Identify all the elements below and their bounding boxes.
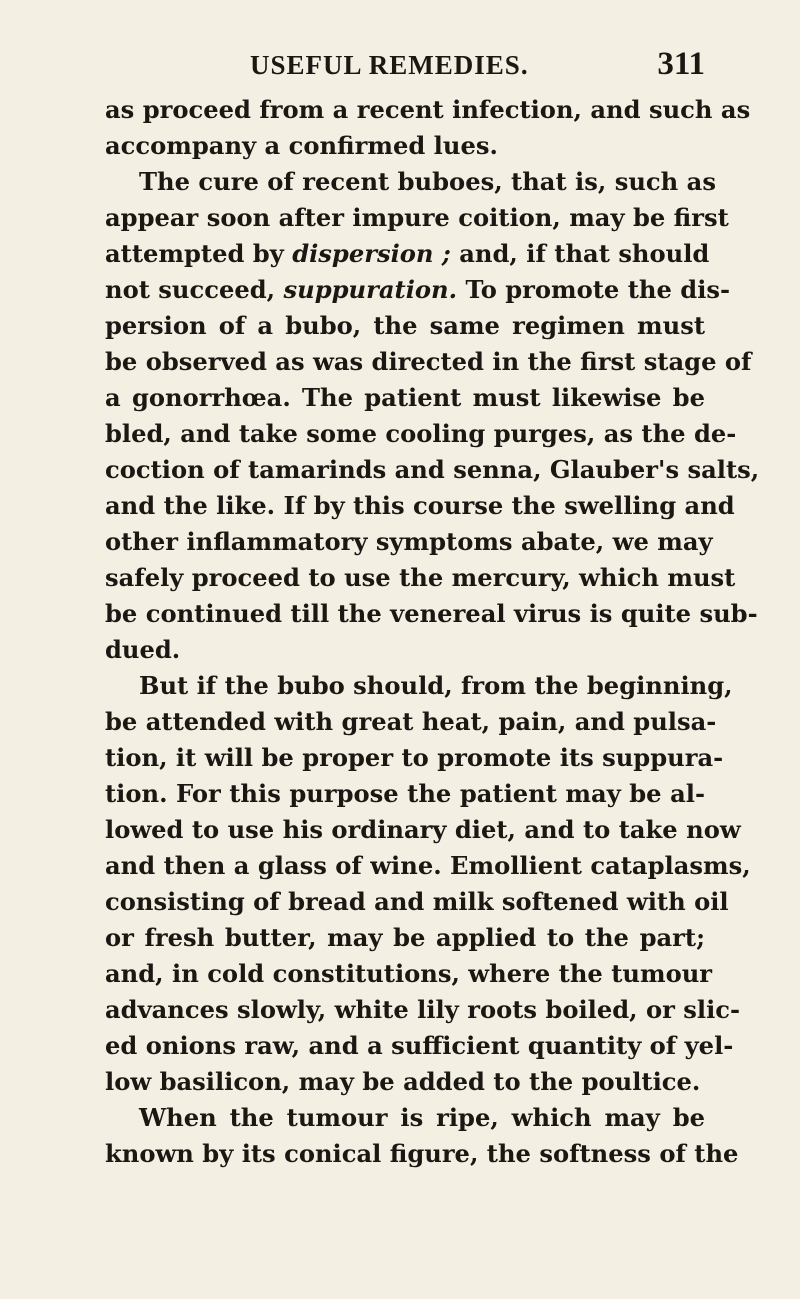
text-line: accompany a confirmed lues. bbox=[105, 131, 498, 160]
text-line: be observed as was directed in the first stage of bbox=[105, 347, 752, 376]
text-segment: attempted by bbox=[105, 239, 293, 268]
text-line: other inflammatory symptoms abate, we may bbox=[105, 527, 713, 556]
running-title: USEFUL REMEDIES. bbox=[250, 50, 529, 80]
page-number: 311 bbox=[657, 46, 705, 82]
text-line bbox=[105, 272, 731, 308]
italic-term: dispersion ; bbox=[292, 239, 451, 268]
text-line bbox=[105, 236, 710, 272]
running-head bbox=[250, 46, 705, 86]
text-line: appear soon after impure coition, may be first bbox=[105, 203, 729, 232]
text-line: and the like. If by this course the swelling and bbox=[105, 491, 735, 520]
text-line: tion, it will be proper to promote its suppura- bbox=[105, 743, 724, 772]
text-line: tion. For this purpose the patient may be al- bbox=[105, 779, 705, 808]
text-line: and, in cold constitutions, where the tumour bbox=[105, 959, 713, 988]
text-line: bled, and take some cooling purges, as the de- bbox=[105, 419, 737, 448]
text-line: a gonorrhœa. The patient must likewise be bbox=[105, 383, 705, 412]
text-line: as proceed from a recent infection, and such as bbox=[105, 95, 751, 124]
text-line: ed onions raw, and a sufficient quantity of yel- bbox=[105, 1031, 734, 1060]
text-line: When the tumour is ripe, which may be bbox=[139, 1103, 705, 1132]
text-line: persion of a bubo, the same regimen must bbox=[105, 311, 705, 340]
text-line: or fresh butter, may be applied to the part; bbox=[105, 923, 705, 952]
text-line: dued. bbox=[105, 635, 181, 664]
text-line: The cure of recent buboes, that is, such as bbox=[139, 167, 716, 196]
text-segment: not succeed, bbox=[105, 275, 284, 304]
text-line: be attended with great heat, pain, and pulsa- bbox=[105, 707, 717, 736]
italic-term: suppuration. bbox=[283, 275, 458, 304]
text-line: known by its conical figure, the softness of the bbox=[105, 1139, 739, 1168]
text-line: low basilicon, may be added to the poultice. bbox=[105, 1067, 701, 1096]
body-text bbox=[105, 92, 760, 1172]
text-line: and then a glass of wine. Emollient cataplasms, bbox=[105, 851, 751, 880]
text-line: But if the bubo should, from the beginning, bbox=[139, 671, 733, 700]
text-line: coction of tamarinds and senna, Glauber's salts, bbox=[105, 455, 760, 484]
text-segment: and, if that should bbox=[450, 239, 710, 268]
text-line: lowed to use his ordinary diet, and to take now bbox=[105, 815, 741, 844]
text-segment: To promote the dis- bbox=[457, 275, 731, 304]
text-line: consisting of bread and milk softened with oil bbox=[105, 887, 729, 916]
text-line: be continued till the venereal virus is quite sub- bbox=[105, 599, 758, 628]
text-line: safely proceed to use the mercury, which must bbox=[105, 563, 736, 592]
text-line: advances slowly, white lily roots boiled, or slic- bbox=[105, 995, 741, 1024]
